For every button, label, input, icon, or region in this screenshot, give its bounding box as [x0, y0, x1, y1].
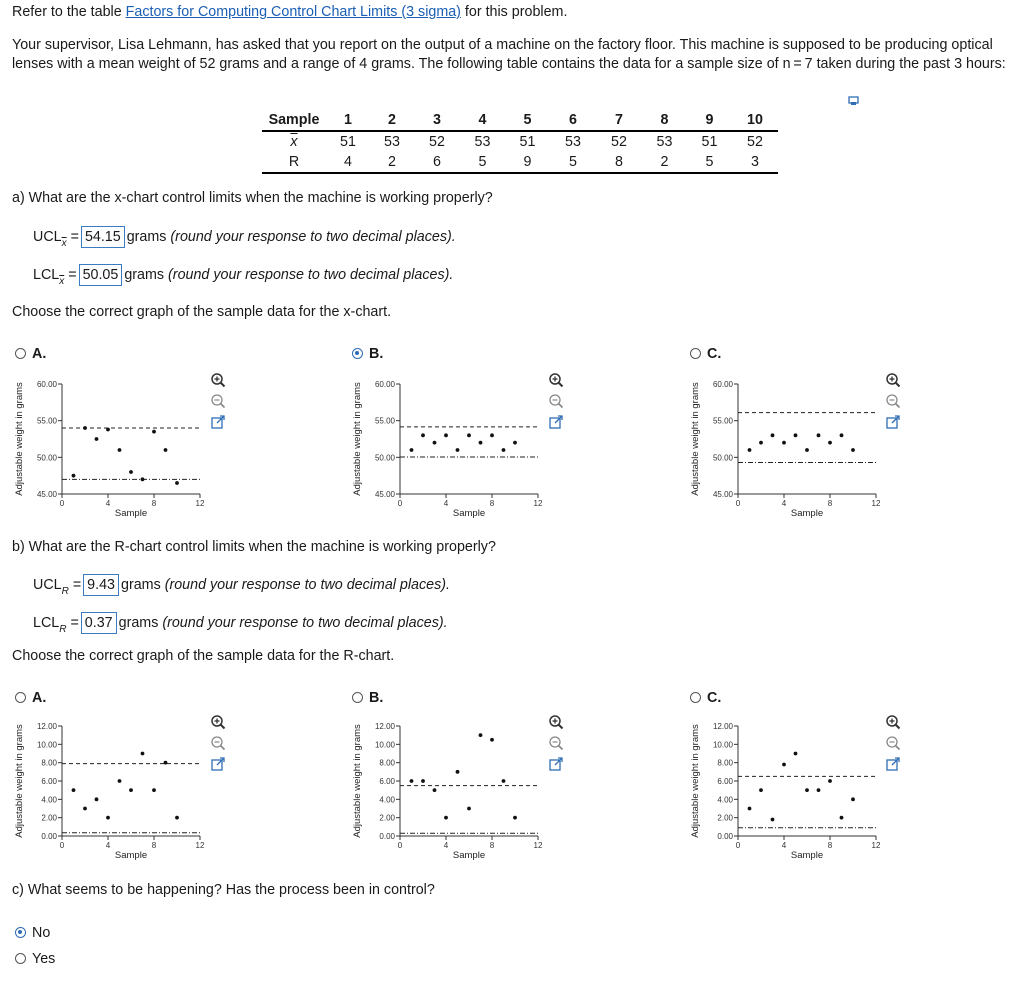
radio-icon[interactable]	[15, 692, 26, 703]
open-new-window-icon[interactable]	[210, 756, 226, 772]
y-tick-label: 12.00	[36, 722, 57, 731]
lcl-x-unit: grams	[124, 267, 169, 283]
data-point	[141, 477, 145, 481]
data-point	[467, 807, 471, 811]
zoom-in-icon[interactable]	[210, 372, 226, 388]
x-tick-label: 4	[781, 841, 787, 850]
y-tick-label: 10.00	[374, 740, 395, 750]
y-tick-label: 55.00	[712, 416, 733, 426]
data-point	[118, 779, 122, 783]
data-point	[72, 788, 76, 792]
table-cell: 8	[642, 110, 687, 131]
data-point	[72, 474, 76, 478]
xbar-option-b[interactable]	[352, 345, 383, 364]
r-option-c[interactable]	[690, 689, 721, 708]
ucl-x-label: UCL	[33, 229, 62, 245]
y-axis-label: Adjustable weight in grams	[14, 724, 25, 838]
table-cell: 53	[474, 134, 491, 150]
data-point	[164, 448, 168, 452]
data-point	[129, 788, 133, 792]
y-tick-label: 4.00	[41, 795, 57, 805]
x-tick-label: 12	[533, 499, 543, 508]
data-point	[421, 433, 425, 437]
zoom-in-icon[interactable]	[548, 714, 564, 730]
open-new-window-icon[interactable]	[548, 756, 564, 772]
lcl-x-label: LCL	[33, 267, 60, 283]
zoom-out-icon[interactable]	[210, 735, 226, 751]
x-tick-label: 4	[443, 841, 449, 850]
y-tick-label: 12.00	[374, 722, 395, 731]
table-cell: 53	[656, 134, 673, 150]
y-tick-label: 55.00	[36, 416, 57, 426]
ucl-x-round-note: (round your response to two decimal places).	[170, 229, 456, 245]
zoom-in-icon[interactable]	[885, 714, 901, 730]
answer-option-no[interactable]	[15, 924, 50, 943]
data-point	[410, 779, 414, 783]
table-cell: 9	[505, 152, 550, 173]
y-tick-label: 50.00	[36, 453, 57, 463]
lcl-x-answer[interactable]: 50.05	[79, 264, 123, 286]
data-point	[840, 433, 844, 437]
table-cell: 10	[732, 110, 778, 131]
y-tick-label: 50.00	[374, 453, 395, 463]
ucl-x-unit: grams	[126, 229, 171, 245]
data-point	[479, 441, 483, 445]
option-label: B.	[369, 690, 384, 706]
xbar-chart-option-a[interactable]	[12, 372, 242, 524]
data-point	[175, 481, 179, 485]
data-point	[805, 448, 809, 452]
x-tick-label: 12	[195, 499, 205, 508]
ucl-x-subscript: x	[61, 238, 67, 249]
x-axis-label: Sample	[452, 508, 486, 519]
y-axis-label: Adjustable weight in grams	[690, 724, 701, 838]
xbar-option-a[interactable]	[15, 345, 46, 364]
radio-icon[interactable]	[690, 692, 701, 703]
data-point	[129, 470, 133, 474]
data-point	[828, 441, 832, 445]
y-tick-label: 55.00	[374, 416, 395, 426]
data-point	[467, 433, 471, 437]
data-point	[828, 779, 832, 783]
data-point	[851, 797, 855, 801]
ucl-x-row: $UCL_{\overline{x}} = 54.15$ grams (round your response to two decimal places).	[33, 226, 456, 253]
data-point	[759, 441, 763, 445]
part-a-choose: Choose the correct graph of the sample data for the x-chart.	[12, 304, 392, 320]
part-b-question: b) What are the R-chart control limits when the machine is working properly?	[12, 539, 496, 555]
r-chart-option-b[interactable]	[350, 714, 580, 866]
table-cell: 6	[414, 152, 460, 173]
data-point	[851, 448, 855, 452]
zoom-out-icon[interactable]	[210, 393, 226, 409]
answer-option-yes[interactable]	[15, 950, 55, 969]
data-point	[794, 752, 798, 756]
y-tick-label: 0.00	[379, 832, 395, 841]
part-b-choose: Choose the correct graph of the sample data for the R-chart.	[12, 648, 395, 664]
x-tick-label: 4	[781, 499, 787, 508]
intro-line	[12, 3, 567, 22]
data-point	[805, 788, 809, 792]
lcl-x-row: $LCL_{\overline{x}} = 50.05$ grams (round your response to two decimal places).	[33, 264, 453, 291]
open-new-window-icon[interactable]	[885, 414, 901, 430]
y-axis-label: Adjustable weight in grams	[352, 382, 363, 496]
y-tick-label: 50.00	[712, 453, 733, 463]
table-cell: 53	[565, 134, 581, 150]
ucl-r-round-note: (round your response to two decimal places).	[164, 577, 450, 593]
data-point	[456, 448, 460, 452]
data-point	[106, 428, 110, 432]
ucl-x-answer[interactable]: 54.15	[81, 226, 125, 248]
x-tick-label: 12	[871, 841, 881, 850]
y-tick-label: 60.00	[374, 380, 395, 389]
problem-text: Your supervisor, Lisa Lehmann, has asked that you report on the output of a machine on the factory floor. This machine is supposed to be producing optical lenses with a mean weight of 52 grams and a range of 4 grams. The following table contains the data for a sample size of n = 7 taken during the past 3 hours:	[12, 37, 1006, 72]
data-point	[513, 441, 517, 445]
table-cell: 3	[414, 110, 460, 131]
x-tick-label: 0	[735, 841, 741, 850]
radio-selected-icon[interactable]	[352, 348, 363, 359]
data-point	[118, 448, 122, 452]
table-cell: 52	[429, 134, 445, 150]
x-axis-label: Sample	[790, 850, 824, 861]
r-option-a[interactable]	[15, 689, 46, 708]
data-point	[456, 770, 460, 774]
table-cell: 4	[460, 110, 505, 131]
open-new-window-icon[interactable]	[210, 414, 226, 430]
x-tick-label: 0	[735, 499, 741, 508]
y-tick-label: 2.00	[41, 813, 57, 823]
data-point	[152, 788, 156, 792]
data-point	[490, 433, 494, 437]
data-point	[444, 816, 448, 820]
table-cell: 2	[370, 152, 414, 173]
data-point	[502, 448, 506, 452]
lcl-x-subscript: x	[59, 276, 65, 287]
y-tick-label: 0.00	[41, 832, 57, 841]
table-cell: 51	[519, 134, 536, 150]
xbar-chart-option-c[interactable]	[688, 372, 918, 524]
range-row-label: R	[262, 152, 326, 173]
table-row-range	[262, 152, 778, 173]
table-cell: 52	[747, 134, 763, 150]
copy-icon[interactable]	[848, 96, 860, 106]
y-tick-label: 6.00	[717, 777, 733, 786]
lcl-r-label: LCL	[33, 615, 60, 631]
zoom-in-icon[interactable]	[210, 714, 226, 730]
y-tick-label: 8.00	[41, 758, 57, 768]
lcl-x-round-note: (round your response to two decimal places).	[168, 267, 454, 283]
data-point	[748, 807, 752, 811]
data-point	[794, 433, 798, 437]
x-tick-label: 12	[871, 499, 881, 508]
data-point	[490, 738, 494, 742]
data-point	[421, 779, 425, 783]
r-option-b[interactable]	[352, 689, 383, 708]
xbar-option-c[interactable]	[690, 345, 721, 364]
data-point	[175, 816, 179, 820]
ucl-r-answer[interactable]: 9.43	[83, 574, 119, 596]
data-point	[83, 426, 87, 430]
data-point	[759, 788, 763, 792]
xbar-chart-option-b[interactable]	[350, 372, 580, 524]
table-cell: 9	[687, 110, 732, 131]
radio-icon[interactable]	[352, 692, 363, 703]
part-a-question: a) What are the x-chart control limits when the machine is working properly?	[12, 190, 493, 206]
y-axis-label: Adjustable weight in grams	[352, 724, 363, 838]
data-point	[817, 433, 821, 437]
table-cell: 5	[505, 110, 550, 131]
ucl-r-unit: grams	[121, 577, 165, 593]
ucl-r-label: UCL	[33, 577, 62, 593]
x-tick-label: 0	[59, 499, 65, 508]
option-label: C.	[707, 690, 722, 706]
zoom-out-icon[interactable]	[885, 393, 901, 409]
data-point	[748, 448, 752, 452]
data-point	[164, 761, 168, 765]
table-cell: 5	[460, 152, 505, 173]
data-point	[817, 788, 821, 792]
data-point	[771, 818, 775, 822]
data-point	[141, 752, 145, 756]
zoom-in-icon[interactable]	[885, 372, 901, 388]
table-header-row	[262, 110, 778, 131]
data-point	[444, 433, 448, 437]
x-tick-label: 12	[533, 841, 543, 850]
option-label: A.	[32, 690, 47, 706]
table-cell: 4	[326, 152, 370, 173]
option-label: B.	[369, 346, 384, 362]
part-c-question: c) What seems to be happening? Has the process been in control?	[12, 882, 435, 898]
y-axis-label: Adjustable weight in grams	[14, 382, 25, 496]
y-tick-label: 2.00	[717, 813, 733, 823]
data-point	[433, 441, 437, 445]
data-point	[782, 441, 786, 445]
x-tick-label: 8	[151, 499, 157, 508]
lcl-r-round-note: (round your response to two decimal places).	[162, 615, 448, 631]
y-tick-label: 12.00	[712, 722, 733, 731]
table-cell: 8	[596, 152, 642, 173]
zoom-out-icon[interactable]	[885, 735, 901, 751]
data-point	[410, 448, 414, 452]
x-axis-label: Sample	[452, 850, 486, 861]
y-tick-label: 45.00	[374, 490, 395, 499]
table-cell: 7	[596, 110, 642, 131]
x-tick-label: 0	[397, 499, 403, 508]
x-tick-label: 4	[105, 841, 111, 850]
data-point	[83, 807, 87, 811]
xbar-row-label: $\overline{x}$	[290, 134, 298, 150]
data-point	[95, 437, 99, 441]
radio-icon[interactable]	[15, 348, 26, 359]
radio-selected-icon[interactable]	[15, 927, 26, 938]
y-tick-label: 60.00	[36, 380, 57, 389]
option-label: A.	[32, 346, 47, 362]
factors-table-link[interactable]: Factors for Computing Control Chart Limits (3 sigma)	[125, 4, 461, 20]
y-tick-label: 45.00	[36, 490, 57, 499]
table-header-label: Sample	[262, 110, 326, 131]
table-row-xbar	[262, 131, 778, 152]
option-label: No	[32, 925, 51, 941]
radio-icon[interactable]	[690, 348, 701, 359]
data-point	[782, 763, 786, 767]
x-tick-label: 8	[489, 499, 495, 508]
x-tick-label: 8	[489, 841, 495, 850]
r-chart-option-a[interactable]	[12, 714, 242, 866]
intro-suffix: for this problem.	[460, 4, 568, 20]
open-new-window-icon[interactable]	[885, 756, 901, 772]
data-point	[513, 816, 517, 820]
open-new-window-icon[interactable]	[548, 414, 564, 430]
x-tick-label: 12	[195, 841, 205, 850]
lcl-r-row: $LCL_R = 0.37$ grams (round your response to two decimal places).	[33, 612, 448, 639]
zoom-in-icon[interactable]	[548, 372, 564, 388]
table-cell: 51	[701, 134, 718, 150]
y-tick-label: 2.00	[379, 813, 395, 823]
data-point	[502, 779, 506, 783]
data-point	[771, 433, 775, 437]
table-cell: 3	[732, 152, 778, 173]
y-tick-label: 8.00	[379, 758, 395, 768]
x-axis-label: Sample	[114, 508, 148, 519]
intro-prefix: Refer to the table	[12, 4, 126, 20]
table-cell: 53	[384, 134, 400, 150]
lcl-r-unit: grams	[118, 615, 163, 631]
y-tick-label: 45.00	[712, 490, 733, 499]
table-cell: 1	[326, 110, 370, 131]
y-tick-label: 0.00	[717, 832, 733, 841]
option-label: Yes	[32, 951, 56, 967]
data-point	[106, 816, 110, 820]
y-tick-label: 6.00	[379, 777, 395, 786]
y-tick-label: 8.00	[717, 758, 733, 768]
y-tick-label: 10.00	[712, 740, 733, 750]
data-point	[95, 797, 99, 801]
r-chart-option-c[interactable]	[688, 714, 918, 866]
table-cell: 52	[611, 134, 627, 150]
y-tick-label: 4.00	[717, 795, 733, 805]
lcl-r-subscript: R	[59, 624, 67, 635]
x-tick-label: 8	[827, 499, 833, 508]
radio-icon[interactable]	[15, 953, 26, 964]
data-point	[152, 430, 156, 434]
x-axis-label: Sample	[114, 850, 148, 861]
table-cell: 2	[642, 152, 687, 173]
x-tick-label: 8	[151, 841, 157, 850]
x-tick-label: 0	[397, 841, 403, 850]
y-tick-label: 10.00	[36, 740, 57, 750]
x-tick-label: 0	[59, 841, 65, 850]
zoom-out-icon[interactable]	[548, 735, 564, 751]
ucl-r-row: $UCL_R = 9.43$ grams (round your response to two decimal places).	[33, 574, 450, 601]
sample-data-table	[262, 110, 778, 174]
table-cell: 5	[687, 152, 732, 173]
table-cell: 51	[340, 134, 356, 150]
lcl-r-answer[interactable]: 0.37	[81, 612, 117, 634]
data-point	[840, 816, 844, 820]
y-tick-label: 6.00	[41, 777, 57, 786]
option-label: C.	[707, 346, 722, 362]
x-tick-label: 8	[827, 841, 833, 850]
x-tick-label: 4	[105, 499, 111, 508]
y-tick-label: 60.00	[712, 380, 733, 389]
x-axis-label: Sample	[790, 508, 824, 519]
data-point	[479, 733, 483, 737]
zoom-out-icon[interactable]	[548, 393, 564, 409]
data-point	[433, 788, 437, 792]
table-cell: 5	[550, 152, 596, 173]
y-tick-label: 4.00	[379, 795, 395, 805]
ucl-r-subscript: R	[61, 586, 69, 597]
y-axis-label: Adjustable weight in grams	[690, 382, 701, 496]
table-cell: 2	[370, 110, 414, 131]
table-cell: 6	[550, 110, 596, 131]
x-tick-label: 4	[443, 499, 449, 508]
